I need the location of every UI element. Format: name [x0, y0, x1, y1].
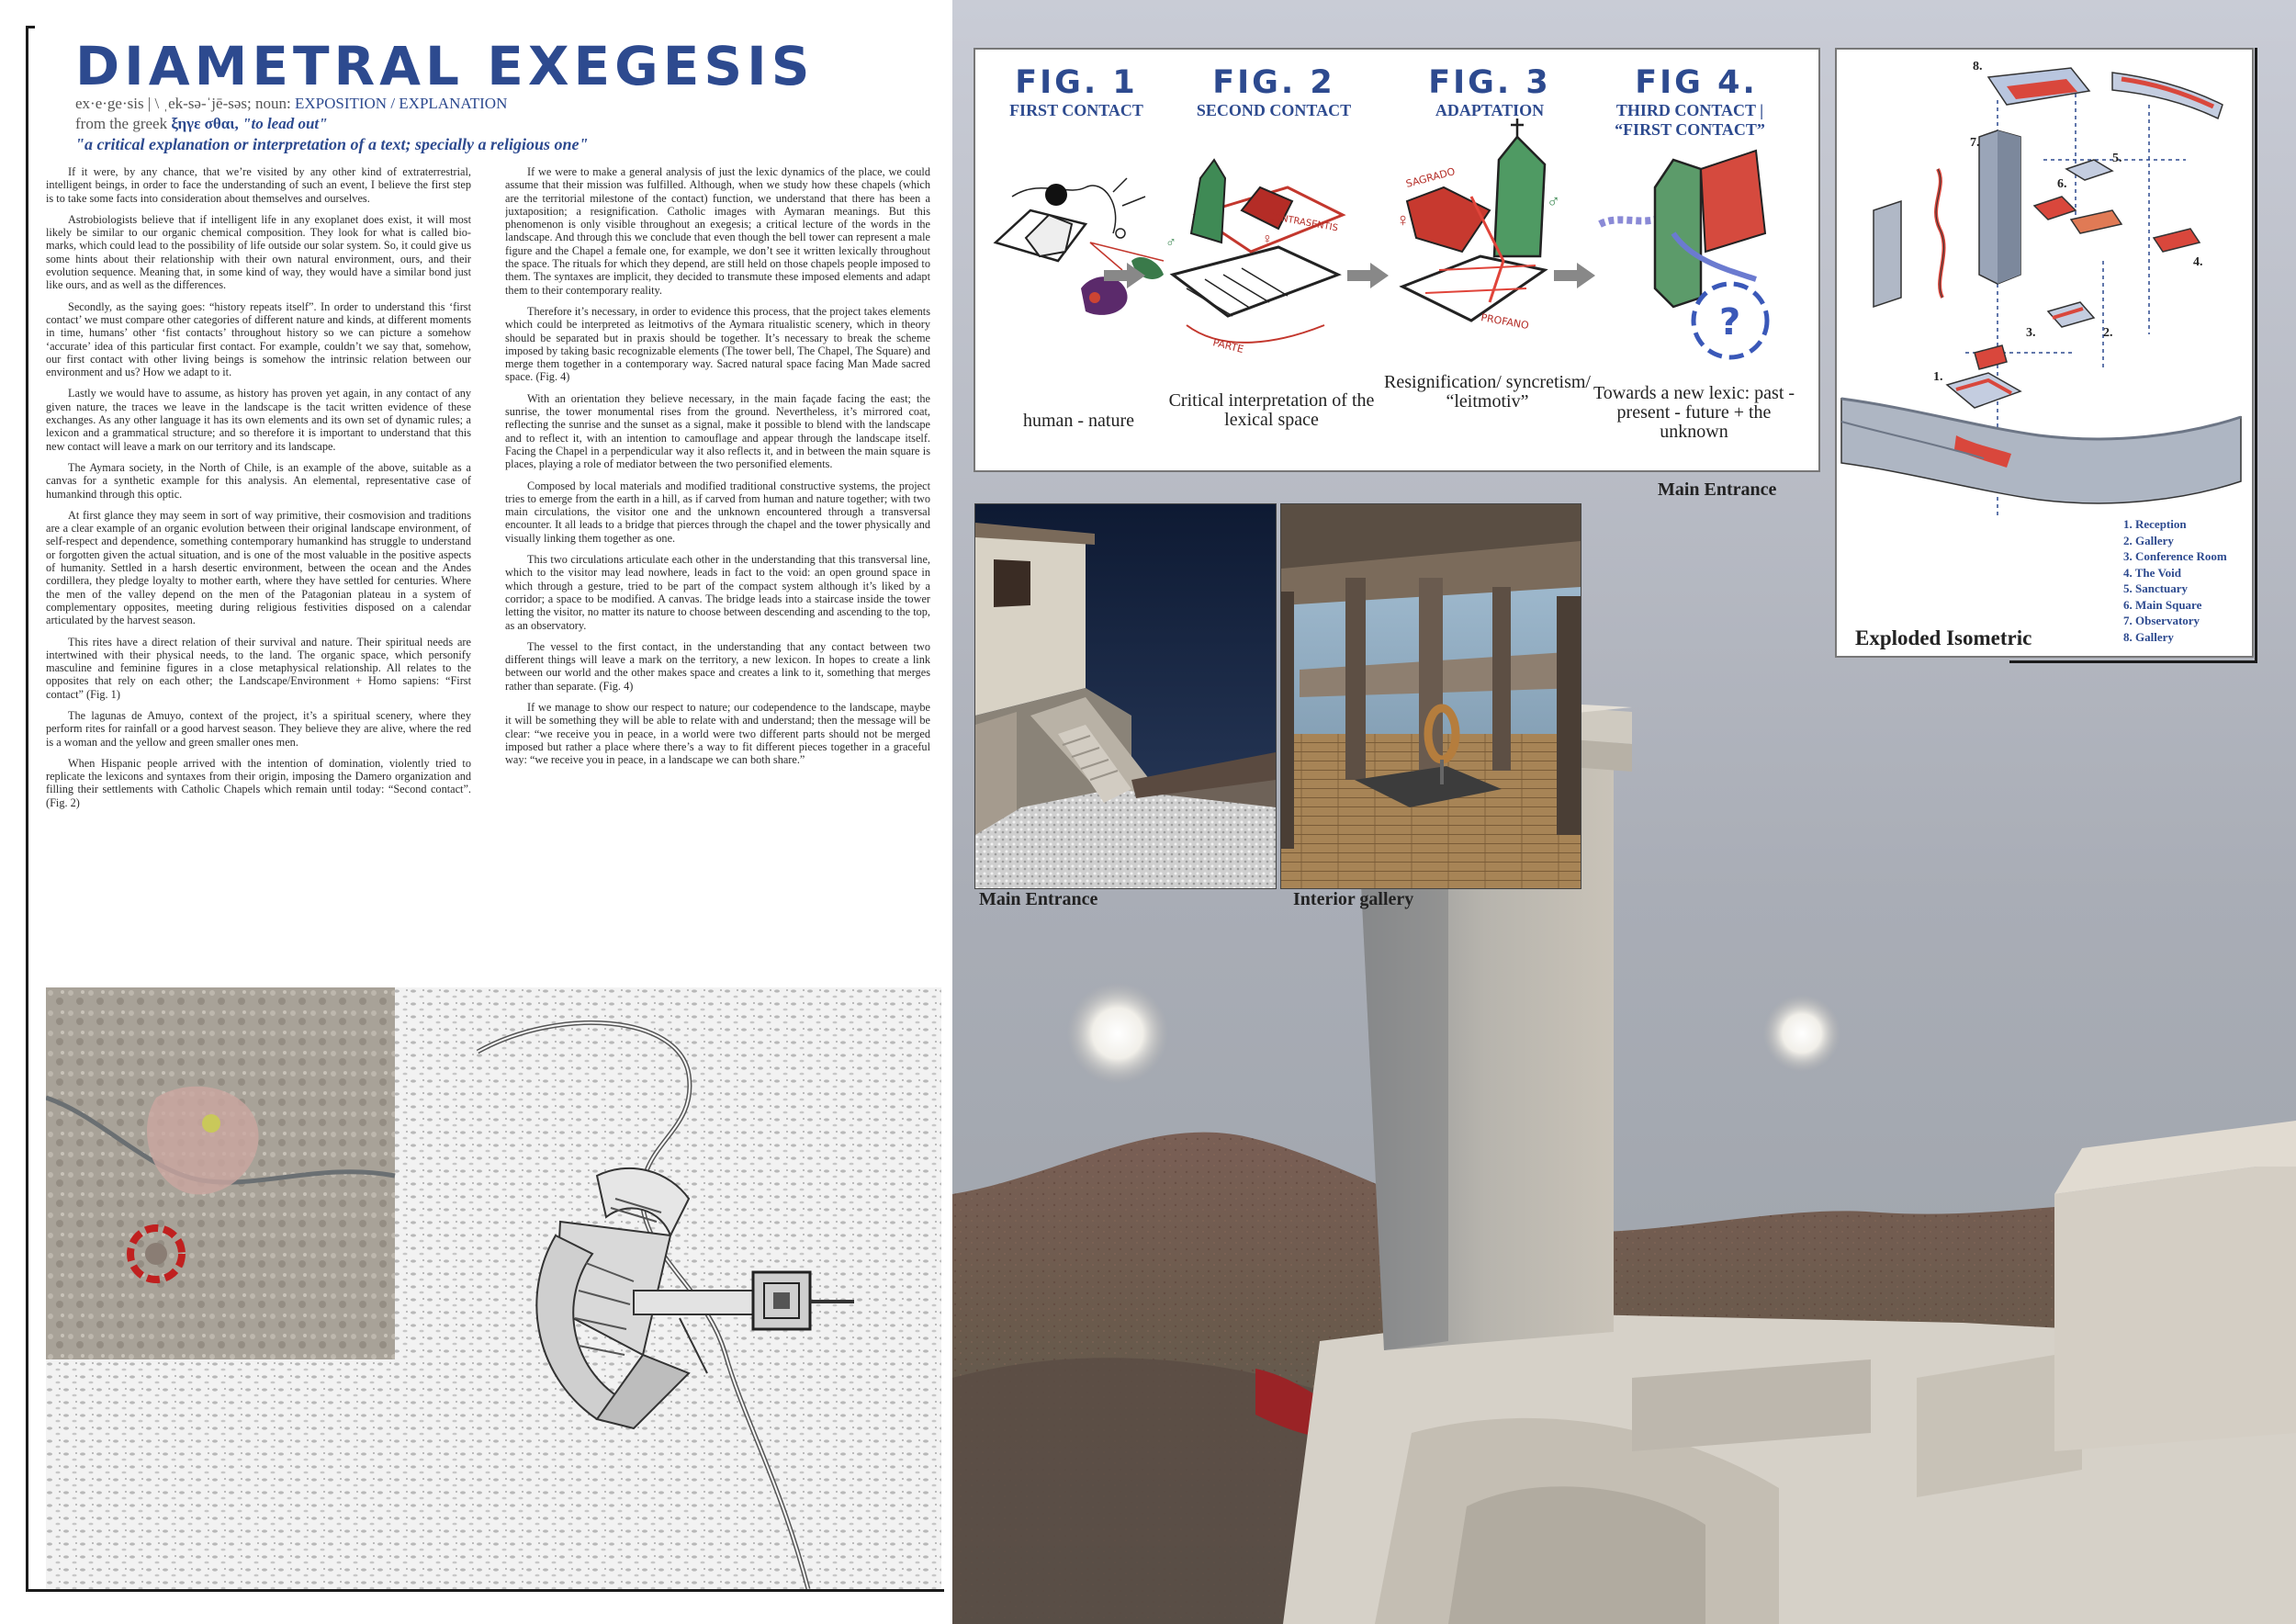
- isometric-title: Exploded Isometric: [1855, 626, 2032, 649]
- paragraph: Therefore it’s necessary, in order to evidence this process, that the project takes elements which could be interpreted as leitmotivs of the Aymara ritualistic scenery, which in theory should be separated but in praxis should be together. It’s necessary to break the scheme imposed by taking basic recognizable elements (The tower bell, The Chapel, The Square) and merge them together in a contemporary way. Sacred natural space facing Man Made sacred space. (Fig. 4): [505, 304, 930, 384]
- female-symbol: ♀: [1262, 231, 1273, 247]
- legend-item: 4. The Void: [2123, 565, 2181, 580]
- legend-item: 7. Observatory: [2123, 614, 2200, 627]
- fig1-heading: FIG. 1: [1015, 64, 1138, 101]
- marker-4: 4.: [2193, 255, 2203, 269]
- page-title: DIAMETRAL EXEGESIS: [75, 35, 815, 97]
- female-symbol: ♀: [1396, 210, 1410, 231]
- fig3-heading: FIG. 3: [1428, 64, 1551, 101]
- question-mark-icon: ?: [1719, 301, 1741, 344]
- fig4-subheading: THIRD CONTACT | “FIRST CONTACT”: [1615, 101, 1765, 139]
- frame-line-left: [26, 26, 28, 1592]
- interior-gallery-label: Interior gallery: [1293, 889, 1414, 909]
- paragraph: This rites have a direct relation of their survival and nature. Their spiritual needs are intertwined with their physical needs, to the land. The organic space, which personify masculine and feminine figures in a close metaphysical relationship. All relates to the opposites that rely on each other; the Landscape/Environment + Homo sapiens: “First contact” (Fig. 1): [46, 635, 471, 701]
- paragraph: Composed by local materials and modified traditional constructive systems, the project tries to emerge from the earth in a hill, as if carved from human and nature together; with two main circulations, the visitor one and the unknown encountered through a transversal encounter. It all leads to a bridge that pierces through the chapel and the tower physically and visually linking them together as one.: [505, 479, 930, 545]
- main-entrance-photo: [974, 503, 1277, 889]
- fig3-caption: Resignification/ syncretism/ “leitmotiv”: [1384, 372, 1591, 412]
- frame-line-top: [26, 26, 35, 28]
- paragraph: The Aymara society, in the North of Chile, is an example of the above, suitable as a canvas for a synthetic example for this analysis. An elemental, representative case of humankind through this optic.: [46, 460, 471, 501]
- fig2-sketch: [1165, 160, 1343, 355]
- legend-item: 6. Main Square: [2123, 597, 2202, 612]
- marker-1: 1.: [1933, 370, 1943, 384]
- paragraph: This two circulations articulate each other in the understanding that this transversal line, which to the visitor may lead nowhere, leads in fact to the void: an open ground space in which through a gesture, tried to be part of the compact system although it’s liked by a corridor; a space to be modified. A canvas. The bridge leads into a staircase inside the tower letting the visitor, no matter its nature to choose between descending and ascending to the top, as an observatory.: [505, 553, 930, 632]
- isometric-legend: [2123, 516, 2227, 645]
- arrow-icon: [1347, 263, 1389, 288]
- fig1-subheading: FIRST CONTACT: [1009, 101, 1143, 119]
- fig4-sketch: [1600, 151, 1767, 357]
- fig1-caption: human - nature: [1022, 411, 1135, 431]
- fig3-sketch: [1396, 118, 1560, 332]
- main-entrance-label: Main Entrance: [979, 889, 1098, 909]
- definition-line: [75, 95, 507, 113]
- sketch-note: PARTE: [1211, 336, 1245, 356]
- definition-meaning: EXPOSITION / EXPLANATION: [294, 95, 508, 112]
- main-entrance-top-label: Main Entrance: [1658, 479, 1777, 500]
- frame-line-right: [2255, 48, 2257, 663]
- sketch-note: CONTRASENTIS: [1266, 211, 1339, 234]
- interior-gallery-photo: [1280, 503, 1581, 889]
- sketch-note: SAGRADO: [1404, 165, 1457, 190]
- male-symbol: ♂: [1165, 235, 1176, 251]
- frame-line-iso-bottom: [2009, 660, 2257, 663]
- marker-6: 6.: [2057, 177, 2067, 191]
- exploded-isometric-panel: [1835, 48, 2254, 658]
- origin-prefix: from the greek: [75, 115, 168, 132]
- paragraph: If we manage to show our respect to nature; our codependence to the landscape, maybe it will be something they will be able to relate with and understand; then the message will be clear: “we receive you in peace, in a world were two different parts should not be merged imposed but rather a place where there’s a way to fit different pieces together in a graceful way: “we receive you in peace, in a landscape we can both share.”: [505, 700, 930, 767]
- legend-item: 5. Sanctuary: [2123, 581, 2189, 595]
- site-plan-map: [46, 987, 941, 1589]
- arrow-icon: [1554, 263, 1595, 288]
- paragraph: The vessel to the first contact, in the understanding that any contact between two different things will leave a mark on the territory, a new lexicon. In hopes to create a link between our world and the other makes space and creates a link to it, something that merges rather than separate. (Fig. 4): [505, 639, 930, 693]
- marker-5: 5.: [2112, 152, 2122, 165]
- male-symbol: ♂: [1547, 192, 1560, 212]
- paragraph: If we were to make a general analysis of just the lexic dynamics of the place, we could assume that their mission was fulfilled. Although, when we study how these chapels (which are the territorial milestone of the contact) function, we understand that there has been a juxtaposition; a resignification. Catholic images with Aymaran meanings. But this phenomenon is only visible throughout an exegesis; a critical lecture of the words in the landscape. And through this we conclude that even though the bell tower can represent a male figure and the Chapel a female one, for example, we don’t see it written lexically throughout the space. The rituals for which they depend, are still held on those chapels people imposed to them. The syntaxes are implicit, they decided to transmute these imposed elements and adapt them to their contemporary reality.: [505, 165, 930, 297]
- paragraph: With an orientation they believe necessary, in the main façade facing the east; the sunrise, the tower monumental rises from the ground. Nevertheless, it’s mirrored coat, reflecting the sunrise and the sunset as a signal, make it possible to blend with the landscape and to reflect it, with an intention to camouflage and appear through the landscape itself. Facing the Chapel in a perpendicular way it also reflects it, and in between the main square is places, playing a role of mediator between the two personified elements.: [505, 391, 930, 471]
- fig4-caption: Towards a new lexic: past - present - future + the unknown: [1593, 383, 1795, 442]
- part-of-speech: noun:: [254, 95, 291, 112]
- fig2-heading: FIG. 2: [1212, 64, 1335, 101]
- body-column-right: [505, 165, 930, 974]
- marker-3: 3.: [2026, 326, 2036, 340]
- fig2-caption: Critical interpretation of the lexical space: [1168, 390, 1375, 430]
- definition-quote: "a critical explanation or interpretation of a text; specially a religious one": [75, 135, 589, 153]
- marker-8: 8.: [1973, 60, 1983, 73]
- paragraph: At first glance they may seem in sort of way primitive, their cosmovision and traditions are a clear example of an organic evolution between their original landscape environment, of self-respect and dependence, something contemporary humankind has struggle to understand or forgotten given the actual situation, and is one of the most valuable in the positive aspects of humanity. Settled in a harsh desertic environment, between the ocean and the Andes cordillera, they pledge loyalty to mother earth, where they have settled for centuries. Where the men of the valley depend on the men of the Patagonian plateau in a system of complementary opposites, meeting during religious festivities disposed on a calendar articulated by the harvest season.: [46, 508, 471, 627]
- paragraph: When Hispanic people arrived with the intention of domination, violently tried to replicate the lexicons and syntaxes from their origin, imposing the Damero organization and filling their settlements with Catholic Chapels which remain until today: “Second contact”. (Fig. 2): [46, 756, 471, 809]
- fig4-heading: FIG 4.: [1635, 64, 1758, 101]
- paragraph: If it were, by any chance, that we’re visited by any other kind of extraterrestrial, intelligent beings, in order to face the understanding of such an event, I believe the first step is to take some facts into consideration about themselves and ourselves.: [46, 165, 471, 205]
- origin-gloss: "to lead out": [242, 115, 328, 132]
- fig1-sketch: [996, 178, 1164, 315]
- legend-item: 1. Reception: [2123, 517, 2187, 531]
- legend-item: 2. Gallery: [2123, 533, 2174, 547]
- frame-line-bottom: [26, 1589, 944, 1592]
- marker-7: 7.: [1970, 136, 1980, 150]
- origin-line: [75, 115, 328, 133]
- text-panel: [0, 0, 952, 1624]
- fig2-subheading: SECOND CONTACT: [1196, 101, 1352, 119]
- pronunciation: ex·e·ge·sis | \ ˌek-sə-ˈjē-səs;: [75, 95, 252, 112]
- greek-word: ξηγε σθαι,: [171, 115, 239, 132]
- paragraph: Astrobiologists believe that if intelligent life in any exoplanet does exist, it will most likely be similar to our organic chemical composition. They look for what is called bio-marks, which could lead to the possibility of life outside our solar system. So, it could give us some hints about their relationship with their own natural environment, ours, and their evolution sequence. Meaning that, in some kind of way, they would have a similar bond just like ours, and as well as the differences.: [46, 212, 471, 292]
- legend-item: 8. Gallery: [2123, 629, 2174, 644]
- figures-panel: [974, 48, 1820, 472]
- fig3-subheading: ADAPTATION: [1435, 101, 1545, 119]
- paragraph: Secondly, as the saying goes: “history repeats itself”. In order to understand this ‘first contact’ we must compare other categories of different nature and kinds, at different moments in time, humans’ other ‘fist contacts’ throughout history so we can picture a somehow ‘accurate’ idea of this particular first contact. For example, couldn’t we say that, somehow, our first contact with other living beings is somehow the intrinsic relation between our environment and us? How we adapt to it.: [46, 299, 471, 379]
- paragraph: The lagunas de Amuyo, context of the project, it’s a spiritual scenery, where they perform rites for rainfall or a good harvest season. They believe they are alive, where the red is a woman and the yellow and green smaller ones men.: [46, 708, 471, 749]
- marker-2: 2.: [2103, 326, 2113, 340]
- legend-item: 3. Conference Room: [2123, 549, 2227, 563]
- paragraph: Lastly we would have to assume, as history has proven yet again, in any contact of any given nature, the traces we leave in the landscape is the tacit written evidence of these exchanges. As any other language it has its own elements and its own set of dynamic rules; a lexicon and a grammatical structure; and so therefore it is important to understand that this new contact will leave a mark on our territory and its landscape.: [46, 387, 471, 453]
- sketch-note: PROFANO: [1480, 311, 1530, 333]
- body-column-left: [46, 165, 471, 974]
